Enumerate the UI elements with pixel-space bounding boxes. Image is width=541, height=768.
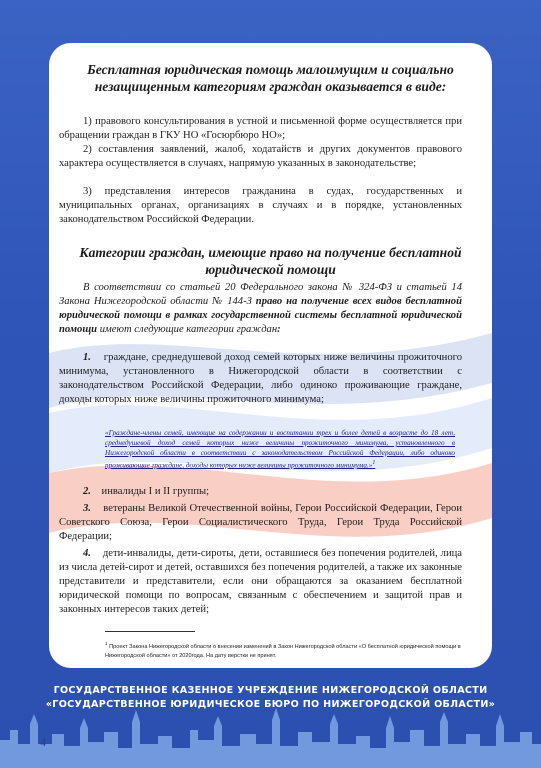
item-text: дети-инвалиды, дети-сироты, дети, оставшиеся без попечения родителей, лица из числа детей-сирот и детей, оставшихся без попечения родителей, а также их законные представители и представители, если они обращаются за оказанием бесплатной юридической помощи по вопросам, связанным с обеспечением и защитой прав и законных интересов таких детей;: [59, 548, 463, 615]
document-text: [49, 43, 492, 668]
footnote-divider: [105, 631, 195, 632]
legal-aid-item-1: 1) правового консультирования в устной и письменной форме осуществляется при обращении граждан в ГКУ НО «Госюрбюро НО»;: [59, 116, 462, 141]
item-number: 3.: [83, 503, 91, 514]
intro-text: В соответствии со статьей 20 Федерального закона № 324-ФЗ и статьей 14 Закона Нижегородской области № 144-З: [59, 282, 462, 307]
category-item-3: [59, 502, 462, 544]
organization-banner-line-2: «ГОСУДАРСТВЕННОЕ ЮРИДИЧЕСКОЕ БЮРО ПО НИЖЕГОРОДСКОЙ ОБЛАСТИ»: [45, 699, 496, 710]
note-text: «Граждане-члены семей, имеющие на содержании и воспитании трех и более детей в возрасте до 18 лет, среднедушевой доход семей которых ниже величины прожиточного минимума, установленного в Нижегородской области в соответствии с законодательством Российской Федерации, либо одиноко проживающие граждане, доходы которых ниже величины прожиточного минимума.»: [105, 429, 455, 470]
intro-text-end: имеют следующие категории граждан: [97, 324, 278, 335]
item-text: граждане, среднедушевой доход семей которых ниже величины прожиточного минимума, установленного в Нижегородской области в соответствии с законодательством Российской Федерации, либо одиноко проживающие граждане, доходы которых ниже величины прожиточного минимума;: [59, 352, 462, 405]
item-number: 2.: [83, 486, 91, 497]
footnote-text: Проект Закона Нижегородской области о внесении изменений в Закон Нижегородской области «О бесплатной юридической помощи в Нижегородской области» от 2020года. На дату верстки не принят.: [105, 643, 461, 659]
section-title-legal-aid-forms: Бесплатная юридическая помощь малоимущим и социально незащищенным категориям граждан оказывается в виде:: [87, 62, 454, 94]
legal-aid-item-2: 2) составления заявлений, жалоб, ходатайств и других документов правового характера осуществляется в случаях, напрямую указанных в законодательстве;: [59, 144, 462, 169]
item-text: ветераны Великой Отечественной войны, Герои Российской Федерации, Герои Советского Союза, Герои Социалистического Труда, Герои Труда Российской Федерации;: [59, 503, 463, 542]
legal-aid-item-3: 3) представления интересов гражданина в судах, государственных и муниципальных органах, организациях в случаях и в порядке, установленных законодательством Российской Федерации.: [59, 186, 462, 225]
content-card: [49, 43, 492, 668]
category-item-1: [59, 351, 462, 407]
footnote: [105, 639, 475, 661]
footnote-ref: 1: [372, 460, 376, 466]
item-number: 4.: [83, 548, 91, 559]
section-title-eligible-categories: Категории граждан, имеющие право на получение бесплатной юридической помощи: [79, 245, 462, 277]
intro-colon: :: [277, 324, 281, 335]
city-skyline-illustration: [0, 700, 541, 768]
category-item-2: [59, 485, 462, 499]
categories-intro: [59, 281, 462, 337]
family-note: [105, 428, 455, 470]
intro-bold-text: право на получение всех видов бесплатной юридической помощи в рамках государственной системы бесплатной юридической помощи: [59, 296, 462, 335]
organization-banner-line-1: ГОСУДАРСТВЕННОЕ КАЗЕННОЕ УЧРЕЖДЕНИЕ НИЖЕГОРОДСКОЙ ОБЛАСТИ: [53, 685, 488, 696]
category-item-4: [59, 547, 462, 617]
item-text: инвалиды I и II группы;: [101, 486, 210, 497]
page-number: 4: [40, 735, 46, 749]
item-number: 1.: [83, 352, 91, 363]
footnote-number: 1: [105, 641, 108, 646]
